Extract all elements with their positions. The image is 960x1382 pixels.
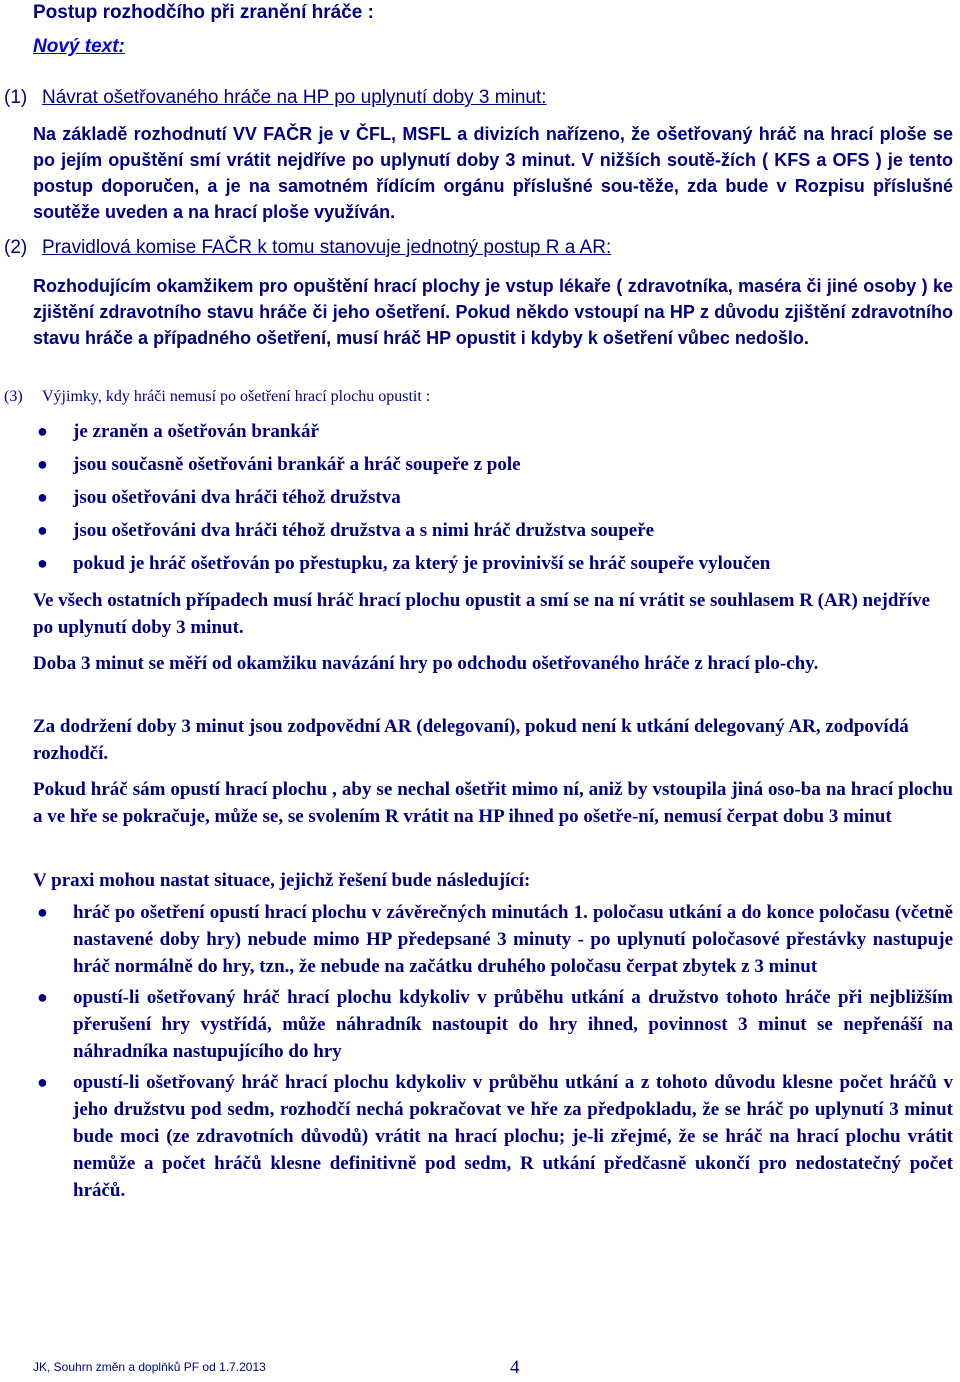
section-1-title: Návrat ošetřovaného hráče na HP po uplynutí doby 3 minut:	[42, 87, 547, 108]
bullet-icon: ●	[37, 520, 48, 540]
bullet-icon: ●	[37, 987, 48, 1007]
bullet-icon: ●	[37, 454, 48, 474]
exceptions-list	[33, 418, 953, 577]
list-item: ● jsou současně ošetřováni brankář a hráč soupeře z pole	[33, 451, 953, 478]
section-3-heading	[0, 388, 430, 406]
list-item: ● jsou ošetřováni dva hráči téhož družstva	[33, 484, 953, 511]
section-1-body: Na základě rozhodnutí VV FAČR je v ČFL, MSFL a divizích nařízeno, že ošetřovaný hráč na hrací ploše se po jejím opuštění smí vrátit nejdříve po uplynutí doby 3 minut. V nižších soutě-žích ( KFS a OFS ) je tento postup doporučen, a je na samotném řídícím orgánu příslušné sou-těže, zda bude v Rozpisu příslušné soutěže uveden a na hrací ploše využíván.	[33, 124, 953, 222]
paragraph-responsibility: Za dodržení doby 3 minut jsou zodpovědní AR (delegovaní), pokud není k utkání delegovaný AR, zodpovídá rozhodčí.	[33, 716, 909, 764]
bullet-icon: ●	[37, 553, 48, 573]
paragraph-self-leave: Pokud hráč sám opustí hrací plochu , aby se nechal ošetřit mimo ní, aniž by vstoupila jiná oso-ba na hrací plochu a ve hře se pokračuje, může se, se svolením R vrátit na HP ihned po ošetře-ní, nemusí čerpat dobu 3 minut	[33, 779, 953, 827]
page-title: Postup rozhodčího při zranění hráče :	[33, 2, 374, 23]
section-2-number: (2)	[4, 237, 28, 258]
list-item: ● hráč po ošetření opustí hrací plochu v závěrečných minutách 1. poločasu utkání a do konce poločasu (včetně nastavené doby hry) nebude mimo HP předepsané 3 minuty - po uplynutí poločasové přestávky nastupuje hráč normálně do hry, tzn., že nebude na začátku druhého poločasu čerpat zbytek z 3 minut	[33, 899, 953, 980]
paragraph-time-measure: Doba 3 minut se měří od okamžiku navázání hry po odchodu ošetřovaného hráče z hrací plo-chy.	[33, 653, 819, 674]
bullet-icon: ●	[37, 902, 48, 922]
list-item: ● je zraněn a ošetřován brankář	[33, 418, 953, 445]
footer-text: JK, Souhrn změn a doplňků PF od 1.7.2013	[33, 1360, 266, 1374]
bullet-icon: ●	[37, 1072, 48, 1092]
list-item: ● opustí-li ošetřovaný hráč hrací plochu kdykoliv v průběhu utkání a družstvo tohoto hráče při nejbližším přerušení hry vystřídá, může náhradník nastoupit do hry ihned, povinnost 3 minut se nepřenáší na náhradníka nastupujícího do hry	[33, 984, 953, 1065]
list-item: ● pokud je hráč ošetřován po přestupku, za který je provinivší se hráč soupeře vyloučen	[33, 550, 953, 577]
section-1-number: (1)	[4, 87, 28, 108]
section-3-number: (3)	[4, 388, 23, 405]
bullet-icon: ●	[37, 487, 48, 507]
section-1-heading	[0, 87, 547, 109]
section-2-heading	[0, 237, 611, 259]
list-item: ● jsou ošetřováni dva hráči téhož družstva a s nimi hráč družstva soupeře	[33, 517, 953, 544]
bullet-icon: ●	[37, 421, 48, 441]
list-item: ● opustí-li ošetřovaný hráč hrací plochu kdykoliv v průběhu utkání a z tohoto důvodu klesne počet hráčů v jeho družstvu pod sedm, rozhodčí nechá pokračovat ve hře za předpokladu, že se hráč po uplynutí 3 minut bude moci (ze zdravotních důvodů) vrátit na hrací plochu; je-li zřejmé, že se hráč na hrací plochu vrátit nemůže a počet hráčů klesne definitivně pod sedm, R utkání předčasně ukončí pro nedostatečný počet hráčů.	[33, 1069, 953, 1204]
page-number: 4	[510, 1357, 520, 1378]
situations-list	[33, 899, 953, 1204]
subtitle: Nový text:	[33, 36, 125, 57]
paragraph-practice-intro: V praxi mohou nastat situace, jejichž řešení bude následující:	[33, 870, 531, 891]
section-3-title: Výjimky, kdy hráči nemusí po ošetření hrací plochu opustit :	[42, 388, 431, 405]
section-2-body: Rozhodujícím okamžikem pro opuštění hrací plochy je vstup lékaře ( zdravotníka, maséra či jiné osoby ) ke zjištění zdravotního stavu hráče či jeho ošetření. Pokud někdo vstoupí na HP z důvodu zjištění zdravotního stavu hráče a případného ošetření, musí hráč HP opustit i kdyby k ošetření vůbec nedošlo.	[33, 276, 953, 348]
section-2-title: Pravidlová komise FAČR k tomu stanovuje jednotný postup R a AR:	[42, 237, 612, 258]
paragraph-other-cases: Ve všech ostatních případech musí hráč hrací plochu opustit a smí se na ní vrátit se souhlasem R (AR) nejdříve po uplynutí doby 3 minut.	[33, 590, 931, 638]
